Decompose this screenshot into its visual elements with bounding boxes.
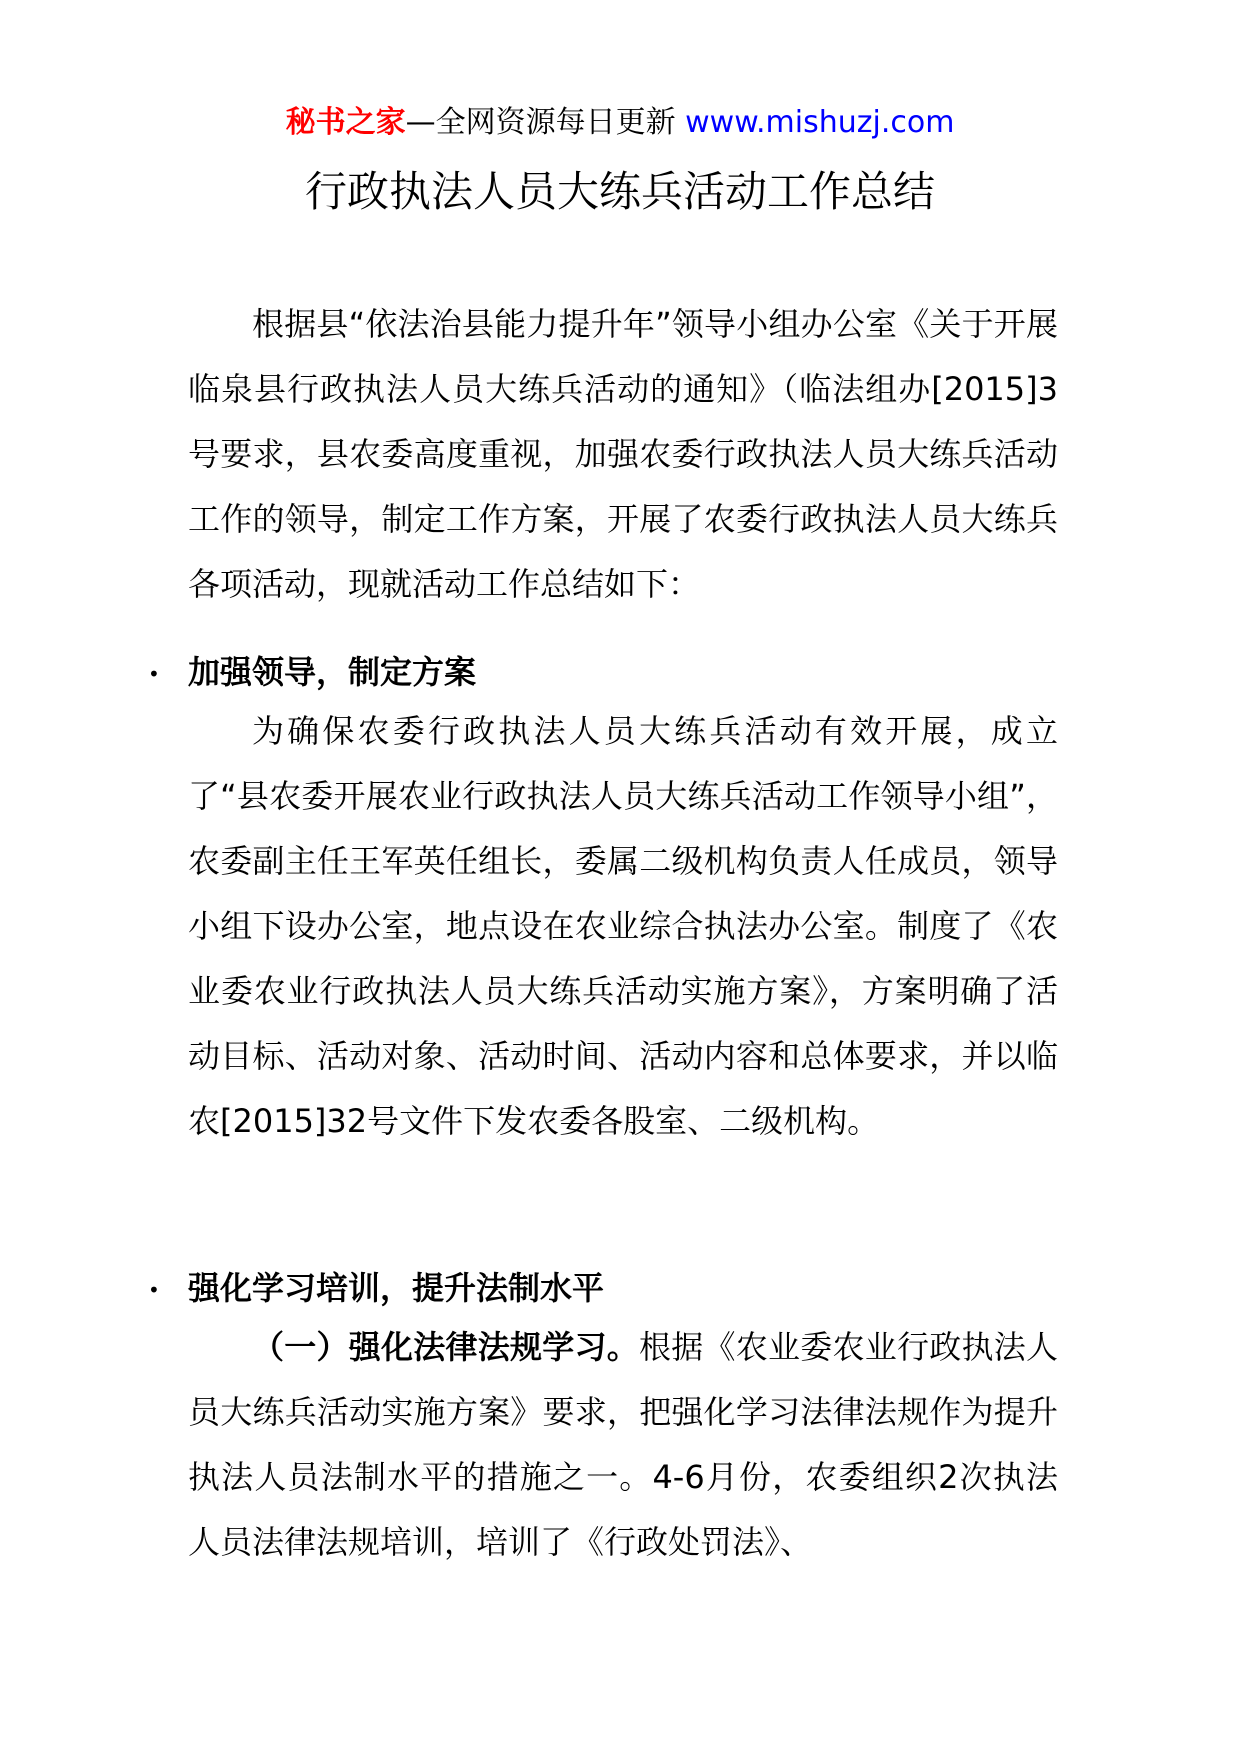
section-2-paragraph [188, 1315, 1058, 1575]
page-header [0, 100, 1240, 146]
section-1-paragraph: 为确保农委行政执法人员大练兵活动有效开展，成立了“县农委开展农业行政执法人员大练兵活动工作领导小组”，农委副主任王军英任组长，委属二级机构负责人任成员，领导小组下设办公室，地点设在农业综合执法办公室。制度了《农业委农业行政执法人员大练兵活动实施方案》，方案明确了活动目标、活动对象、活动时间、活动内容和总体要求，并以临农[2015]32号文件下发农委各股室、二级机构。 [188, 712, 1058, 1140]
header-tagline: —全网资源每日更新 [405, 105, 686, 140]
section-heading-1 [148, 647, 1048, 699]
section-heading-text: 强化学习培训，提升法制水平 [188, 1269, 605, 1307]
bullet-icon: • [148, 1278, 160, 1302]
intro-paragraph: 根据县“依法治县能力提升年”领导小组办公室《关于开展临泉县行政执法人员大练兵活动的通知》（临法组办[2015]3号要求，县农委高度重视，加强农委行政执法人员大练兵活动工作的领导，制定工作方案，开展了农委行政执法人员大练兵各项活动，现就活动工作总结如下： [188, 305, 1058, 603]
sub-heading: （一）强化法律法规学习。 [252, 1328, 639, 1366]
section-heading-2 [148, 1263, 1048, 1315]
sub-paragraph-text: 根据《农业委农业行政执法人员大练兵活动实施方案》要求，把强化学习法律法规作为提升执法人员法制水平的措施之一。4-6月份，农委组织2次执法人员法律法规培训，培训了《行政处罚法》、 [188, 1328, 1058, 1561]
section-heading-text: 加强领导，制定方案 [188, 653, 477, 691]
site-url-link[interactable]: www.mishuzj.com [685, 105, 955, 140]
bullet-icon: • [148, 662, 160, 686]
brand-name: 秘书之家 [285, 105, 406, 140]
document-title: 行政执法人员大练兵活动工作总结 [304, 167, 935, 216]
